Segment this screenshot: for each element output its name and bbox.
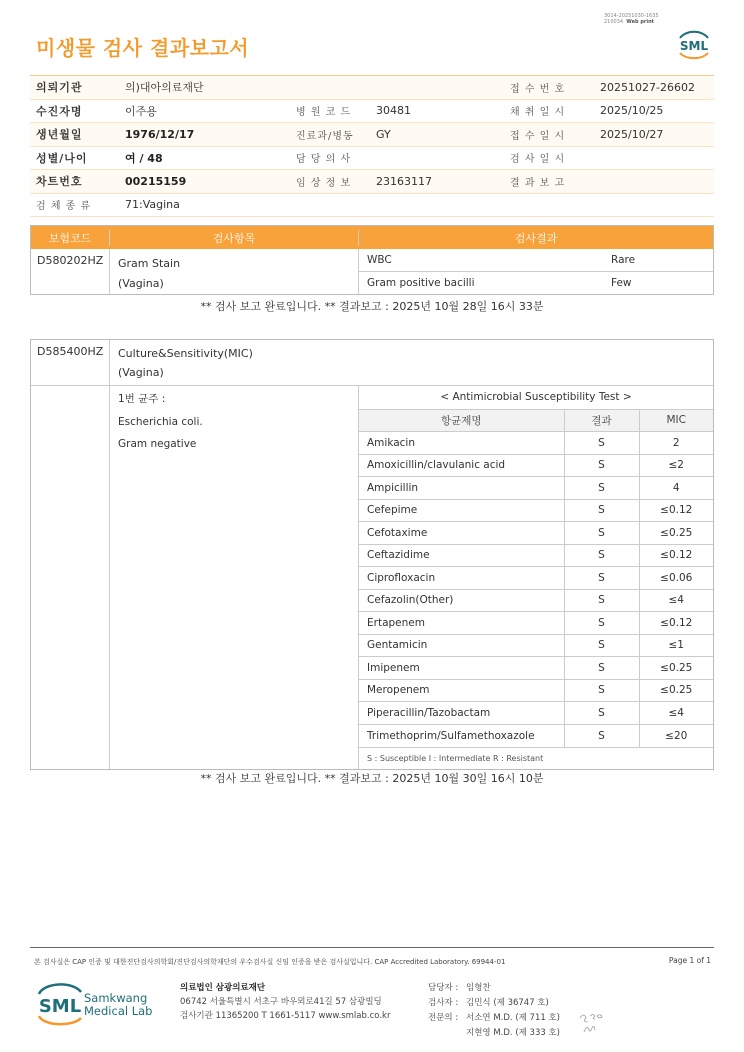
organization-info: 의료법인 삼광의료재단 06742 서울특별시 서초구 바우뫼로41길 57 삼광빌딩 검사기관 11365200 T 1661-5117 www.smlab.co.kr: [180, 983, 391, 1021]
svg-text:Samkwang: Samkwang: [84, 991, 148, 1005]
ast-row: [359, 499, 713, 522]
result-value: Few: [611, 276, 632, 289]
info-label: 수진자명: [36, 104, 83, 118]
info-row: [30, 76, 714, 100]
ast-row: [359, 634, 713, 657]
staff-name: 서소연 M.D. (제 711 호): [466, 1013, 561, 1023]
drug-result: S: [564, 612, 639, 635]
ast-row: [359, 589, 713, 612]
ast-row: [359, 544, 713, 567]
drug-name: Trimethoprim/Sulfamethoxazole: [359, 724, 564, 747]
info-label: 생년월일: [36, 128, 83, 142]
staff-row: [428, 996, 560, 1011]
result-header: [31, 226, 713, 249]
staff-role: [428, 1026, 466, 1041]
drug-result: S: [564, 634, 639, 657]
svg-text:Medical Lab: Medical Lab: [84, 1004, 153, 1018]
info-value: 1976/12/17: [125, 127, 195, 141]
drug-name: Ciprofloxacin: [359, 567, 564, 590]
drug-result: S: [564, 432, 639, 455]
drug-result: S: [564, 477, 639, 500]
test-code: D580202HZ: [31, 249, 110, 294]
test-code: D585400HZ: [31, 340, 110, 385]
sml-logo-icon: [674, 26, 714, 62]
ast-row: [359, 432, 713, 455]
info-value: 20251027-26602: [600, 80, 695, 94]
info-label: 병 원 코 드: [296, 107, 352, 119]
drug-result: S: [564, 454, 639, 477]
staff-role: 담당자 :: [428, 983, 459, 993]
info-label: 검 체 종 류: [36, 201, 92, 213]
drug-result: S: [564, 589, 639, 612]
drug-mic: ≤0.12: [639, 499, 713, 522]
specimen: (Vagina): [118, 366, 164, 379]
drug-result: S: [564, 522, 639, 545]
drug-mic: ≤20: [639, 724, 713, 747]
drug-mic: ≤0.25: [639, 657, 713, 680]
info-label: 접 수 일 시: [510, 130, 566, 142]
info-label: 담 당 의 사: [296, 154, 352, 166]
drug-result: S: [564, 499, 639, 522]
drug-result: S: [564, 567, 639, 590]
print-code: 3014-20251030-1635 210034 Web print: [604, 13, 659, 25]
report-complete-2: ** 검사 보고 완료입니다. ** 결과보고 : 2025년 10월 30일 16시 10분: [200, 772, 544, 785]
info-value: 00215159: [125, 174, 187, 188]
staff-row: [428, 1026, 560, 1041]
info-row: [30, 123, 714, 147]
ast-row: [359, 657, 713, 680]
info-label: 접 수 번 호: [510, 83, 566, 95]
page-number: Page 1 of 1: [668, 956, 711, 965]
info-value: 30481: [376, 104, 411, 118]
staff-name: 임형찬: [466, 983, 491, 993]
ast-row: [359, 477, 713, 500]
drug-mic: ≤4: [639, 702, 713, 725]
ast-title: < Antimicrobial Susceptibility Test >: [440, 391, 632, 403]
header-result: 검사결과: [514, 231, 558, 245]
drug-result: S: [564, 679, 639, 702]
info-value: 2025/10/25: [600, 104, 664, 118]
drug-mic: 2: [639, 432, 713, 455]
info-row: [30, 147, 714, 171]
drug-result: S: [564, 657, 639, 680]
samkwang-logo: [36, 982, 166, 1030]
patient-info-table: [30, 75, 714, 217]
ast-row: [359, 612, 713, 635]
ast-header-drug: 항균제명: [359, 409, 564, 432]
sml-footer-logo-icon: [36, 982, 166, 1026]
drug-name: Cefazolin(Other): [359, 589, 564, 612]
drug-mic: 4: [639, 477, 713, 500]
info-label: 의뢰기관: [36, 81, 83, 95]
info-value: 의)대아의료재단: [125, 81, 204, 95]
drug-name: Gentamicin: [359, 634, 564, 657]
result-row: [359, 272, 713, 295]
drug-name: Ertapenem: [359, 612, 564, 635]
info-row: [30, 170, 714, 194]
ast-header-result: 결과: [564, 409, 639, 432]
header-item: 검사항목: [110, 230, 359, 246]
drug-mic: ≤4: [639, 589, 713, 612]
info-row: [30, 100, 714, 124]
ast-header-mic: MIC: [639, 409, 713, 432]
result-row: [359, 249, 713, 272]
drug-name: Cefepime: [359, 499, 564, 522]
staff-role: 전문의 :: [428, 1013, 459, 1023]
gram-type: Gram negative: [118, 438, 197, 450]
logo-text: SML: [679, 39, 709, 53]
result-name: WBC: [367, 253, 392, 266]
svg-text:SML: SML: [38, 996, 82, 1017]
ast-table: [359, 409, 713, 747]
result-list: [359, 249, 713, 294]
ast-row: [359, 702, 713, 725]
info-value: 71:Vagina: [125, 198, 180, 212]
staff-name: 지현영 M.D. (제 333 호): [466, 1028, 561, 1038]
staff-info: [428, 981, 560, 1041]
result-value: Rare: [611, 253, 636, 266]
drug-name: Meropenem: [359, 679, 564, 702]
drug-name: Imipenem: [359, 657, 564, 680]
ast-row: [359, 679, 713, 702]
info-label: 검 사 일 시: [510, 154, 566, 166]
report-complete-1: ** 검사 보고 완료입니다. ** 결과보고 : 2025년 10월 28일 16시 33분: [200, 300, 544, 313]
info-value: 이주용: [125, 104, 157, 118]
drug-name: Piperacillin/Tazobactam: [359, 702, 564, 725]
staff-row: [428, 981, 560, 996]
ast-row: [359, 724, 713, 747]
ast-row: [359, 567, 713, 590]
drug-mic: ≤0.12: [639, 544, 713, 567]
ast-row: [359, 522, 713, 545]
drug-result: S: [564, 544, 639, 567]
staff-row: [428, 1011, 560, 1026]
info-label: 차트번호: [36, 175, 83, 189]
info-label: 채 취 일 시: [510, 107, 566, 119]
specimen: (Vagina): [118, 277, 164, 290]
info-value: GY: [376, 127, 391, 141]
info-row: [30, 194, 714, 218]
drug-mic: ≤0.06: [639, 567, 713, 590]
culture-result: [30, 339, 714, 770]
staff-role: 검사자 :: [428, 998, 459, 1008]
info-label: 진료과/병동: [296, 130, 354, 142]
drug-mic: ≤0.25: [639, 679, 713, 702]
info-value: 여 / 48: [125, 151, 163, 165]
ast-row: [359, 454, 713, 477]
organism-label: 1번 균주 :: [118, 393, 166, 405]
cap-statement: 본 검사실은 CAP 인증 및 대한진단검사의학회/진단검사의학재단의 우수검사실 신임 인증을 받은 검사실입니다. CAP Accredited Laboratory. 69944-01: [34, 958, 506, 966]
drug-mic: ≤2: [639, 454, 713, 477]
drug-name: Amoxicillin/clavulanic acid: [359, 454, 564, 477]
info-label: 임 상 정 보: [296, 177, 352, 189]
info-label: 성별/나이: [36, 151, 88, 165]
staff-name: 김민식 (제 36747 호): [466, 998, 549, 1008]
info-value: 23163117: [376, 174, 432, 188]
test-name: Gram Stain: [118, 257, 181, 270]
drug-result: S: [564, 724, 639, 747]
header-code: 보험코드: [31, 230, 110, 246]
drug-name: Ampicillin: [359, 477, 564, 500]
ast-legend: S : Susceptible I : Intermediate R : Resistant: [359, 747, 713, 769]
footer-divider: [30, 947, 714, 948]
drug-mic: ≤0.12: [639, 612, 713, 635]
drug-name: Amikacin: [359, 432, 564, 455]
drug-name: Ceftazidime: [359, 544, 564, 567]
info-label: 결 과 보 고: [510, 177, 566, 189]
organism-name: Escherichia coli.: [118, 415, 203, 428]
info-value: 2025/10/27: [600, 127, 664, 141]
result-name: Gram positive bacilli: [367, 276, 475, 289]
drug-mic: ≤1: [639, 634, 713, 657]
drug-mic: ≤0.25: [639, 522, 713, 545]
gram-stain-result: [30, 225, 714, 295]
drug-result: S: [564, 702, 639, 725]
page-title: 미생물 검사 결과보고서: [36, 36, 250, 60]
signature-icon: [578, 1010, 610, 1038]
test-name: Culture&Sensitivity(MIC): [118, 347, 253, 360]
drug-name: Cefotaxime: [359, 522, 564, 545]
